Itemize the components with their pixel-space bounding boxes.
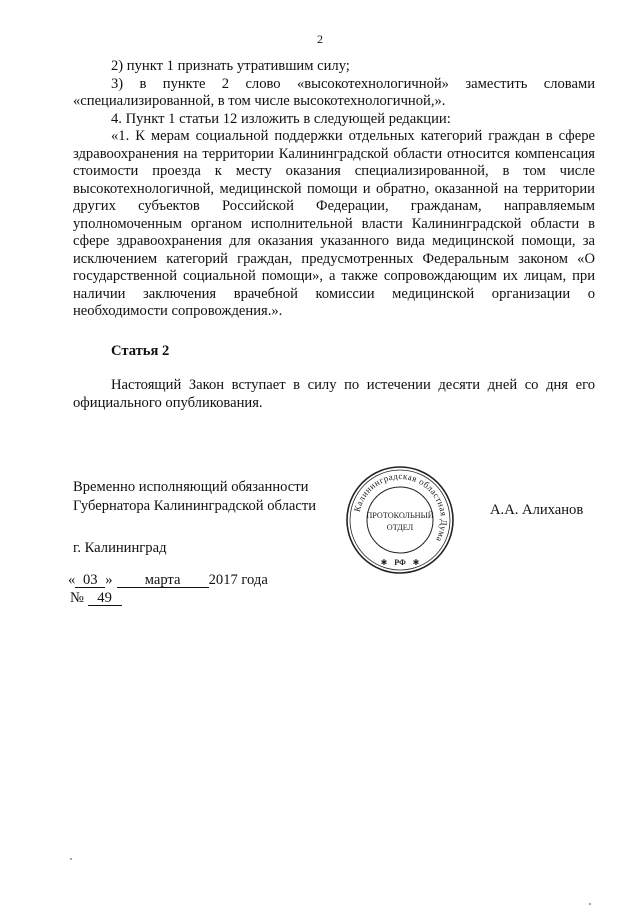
stamp-ring-text: Калининградская областная Дума bbox=[351, 470, 450, 544]
paragraph-item-3: 3) в пункте 2 слово «высокотехнологичной» заместить словами «специализированной, в том числе высокотехнологичной,». bbox=[73, 75, 595, 109]
stamp-star-right-icon: ✱ bbox=[412, 558, 420, 567]
date-close-quote: » bbox=[105, 572, 113, 588]
signing-date bbox=[68, 572, 268, 589]
number-value: 49 bbox=[88, 592, 122, 606]
stamp-bottom-text: РФ bbox=[394, 558, 406, 567]
date-year: 2017 года bbox=[208, 572, 268, 588]
article-2-text: Настоящий Закон вступает в силу по истечении десяти дней со дня его официального опубликования. bbox=[73, 377, 595, 411]
paragraph-new-wording: «1. К мерам социальной поддержки отдельных категорий граждан в сфере здравоохранения на территории Калининградской области относится компенсация стоимости проезда к месту оказания специализированной, в том числе высокотехнологичной, медицинской помощи и обратно, оказанной на территории других субъектов Российской Федерации, гражданам, направляемым уполномоченным органом исполнительной власти Калининградской области в сфере здравоохранения для оказания указанного вида медицинской помощи, за исключением категорий граждан, предусмотренных Федеральным законом «О государственной социальной помощи», а также сопровождающим их лицам, при наличии заключения врачебной комиссии медицинской организации о необходимости сопровождения.». bbox=[73, 128, 595, 319]
signatory-title-line-2: Губернатора Калининградской области bbox=[73, 498, 317, 514]
law-number bbox=[70, 590, 122, 607]
signatory-name: А.А. Алиханов bbox=[490, 502, 584, 518]
signatory-title bbox=[73, 478, 316, 516]
signatory-title-line-1: Временно исполняющий обязанности bbox=[73, 479, 309, 495]
paragraph-item-2: 2) пункт 1 признать утратившим силу; bbox=[111, 58, 350, 74]
date-month: марта bbox=[117, 574, 209, 588]
stamp-center-line-2: ОТДЕЛ bbox=[386, 523, 414, 532]
stamp-star-left-icon: ✱ bbox=[380, 558, 388, 567]
page-number: 2 bbox=[317, 32, 323, 46]
paragraph-point-4: 4. Пункт 1 статьи 12 изложить в следующей редакции: bbox=[111, 110, 451, 127]
date-open-quote: « bbox=[68, 572, 76, 588]
document-body bbox=[73, 58, 595, 412]
stamp-center-line-1: ПРОТОКОЛЬНЫЙ bbox=[366, 511, 434, 520]
official-stamp bbox=[344, 464, 456, 576]
place-of-signing: г. Калининград bbox=[73, 540, 167, 556]
scan-speck bbox=[70, 858, 72, 860]
date-day: 03 bbox=[75, 574, 105, 588]
number-sign: № bbox=[70, 590, 84, 606]
article-2-heading: Статья 2 bbox=[111, 342, 170, 359]
